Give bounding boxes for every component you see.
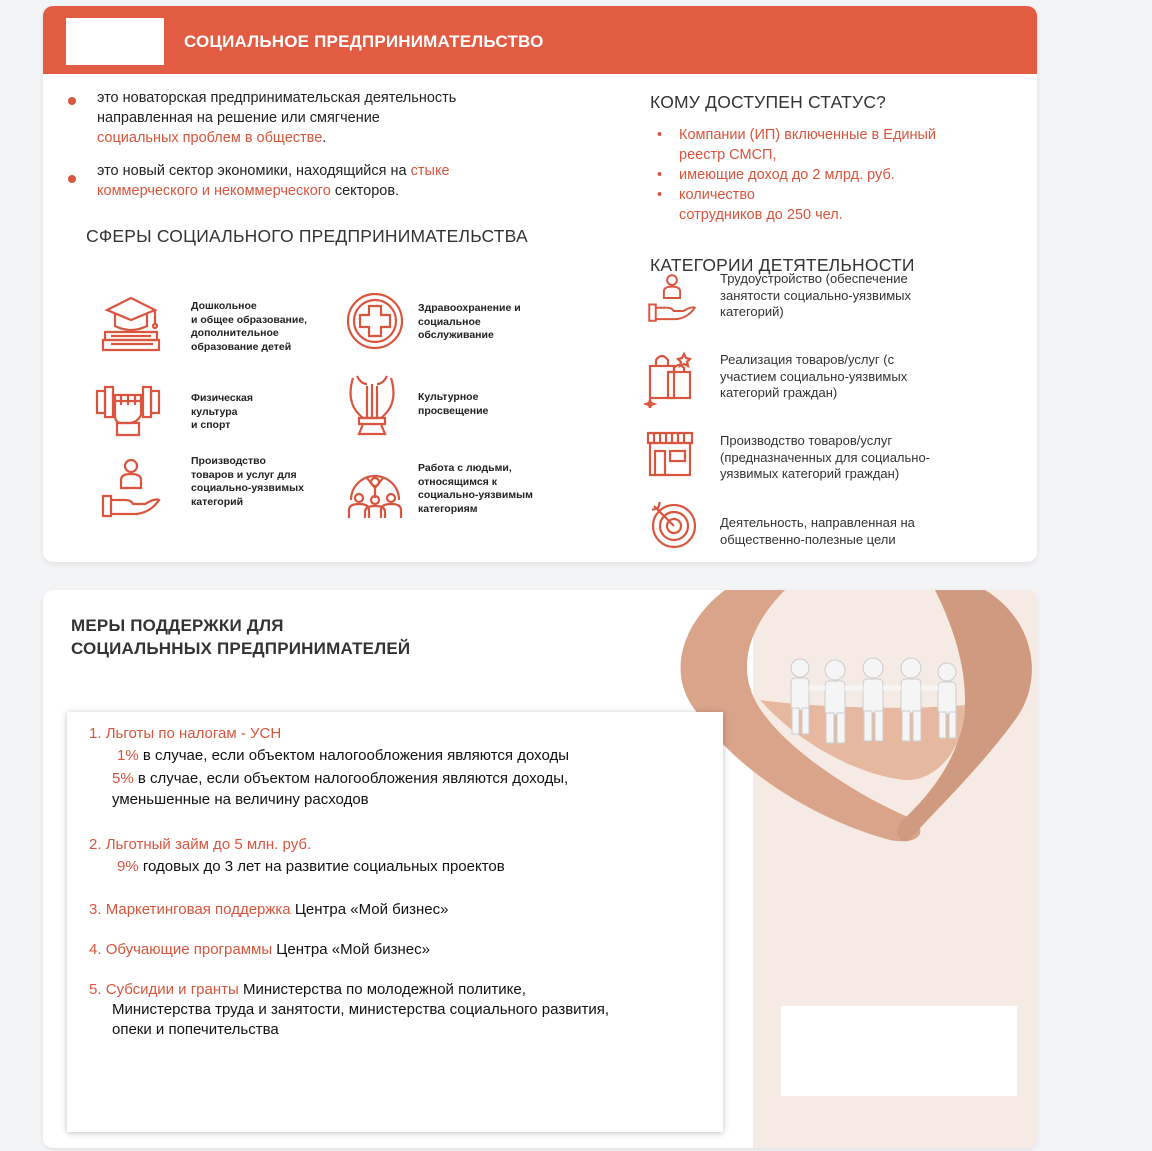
definition-2-highlight: коммерческого и некоммерческого [97, 183, 331, 199]
category-production [720, 433, 930, 483]
definition-1-highlight: социальных проблем в обществе [97, 130, 323, 146]
measure-4 [89, 940, 430, 960]
definition-2-text: секторов. [330, 183, 400, 199]
measure-heading: Субсидии и гранты [105, 981, 239, 998]
sphere-line: Здравоохранение и [418, 302, 521, 314]
sphere-line: категориям [418, 502, 478, 515]
lyre-culture-icon [345, 372, 399, 438]
sphere-line: образование детей [191, 340, 292, 353]
measure-5 [89, 980, 526, 1000]
measure-1-line: уменьшенные на величину расходов [112, 791, 369, 808]
status-title: КОМУ ДОСТУПЕН СТАТУС? [650, 92, 887, 112]
measure-2-title [89, 835, 311, 855]
status-list [657, 125, 936, 225]
measure-number: 1. [89, 725, 102, 742]
health-cross-icon [345, 290, 405, 352]
status-line: Компании (ИП) включенные в Единый [679, 127, 937, 143]
definition-1 [97, 88, 456, 148]
category-line: уязвимых категорий граждан) [720, 466, 900, 481]
measure-text: в случае, если объектом налогообложения являются доходы [138, 747, 570, 764]
education-icon [101, 292, 161, 354]
category-line: категорий граждан) [720, 385, 838, 400]
shopping-bags-icon [644, 350, 696, 408]
measure-text: Министерства по молодежной политике, [238, 981, 526, 998]
social-entrepreneurship-card [43, 6, 1037, 562]
measure-number: 2. [89, 836, 102, 853]
placeholder-box [781, 1006, 1017, 1096]
bullet: • [657, 127, 663, 143]
sphere-line: Работа с людьми, [418, 462, 512, 474]
list-item [657, 185, 936, 205]
status-line: количество [679, 187, 755, 203]
measure-1-title [89, 724, 281, 744]
category-public-benefit [720, 515, 915, 548]
measure-heading: Льготы по налогам - УСН [105, 725, 282, 742]
measure-5-line: опеки и попечительства [112, 1021, 279, 1038]
header-banner [43, 6, 1037, 74]
category-line: Трудоустройство (обеспечение [720, 271, 908, 286]
measure-text: Центра «Мой бизнес» [290, 901, 449, 918]
measure-text: в случае, если объектом налогообложения являются доходы, [133, 770, 569, 787]
sphere-line: Культурное [418, 391, 479, 403]
category-line: Деятельность, направленная на [720, 515, 915, 530]
list-item [657, 125, 936, 145]
category-line: (предназначенных для социально- [720, 449, 931, 465]
sphere-label-culture [418, 391, 488, 418]
measure-2-line [117, 857, 505, 877]
sphere-label-production [191, 455, 304, 509]
sport-fist-icon [95, 381, 161, 439]
sphere-label-education [191, 300, 307, 354]
measure-text: Центра «Мой бизнес» [272, 941, 430, 958]
measure-percent: 9% [117, 858, 139, 875]
category-line: Производство товаров/услуг [720, 433, 893, 448]
definition-1-end: . [322, 130, 327, 146]
category-line: Реализация товаров/услуг (с [720, 352, 895, 367]
sphere-line: Дошкольное [191, 300, 257, 312]
hand-person-icon [101, 456, 161, 520]
measure-number: 5. [89, 981, 102, 998]
sphere-label-sport [191, 392, 253, 433]
sphere-line: относящимся к [418, 475, 497, 488]
categories-title: КАТЕГОРИИ ДЕТЯТЕЛЬНОСТИ [650, 255, 915, 275]
definition-1-line: направленная на решение или смягчение [97, 110, 380, 126]
sphere-line: обслуживание [418, 329, 494, 341]
sphere-label-health [418, 302, 521, 343]
measure-heading: Льготный займ до 5 млн. руб. [105, 836, 312, 853]
category-employment [720, 271, 911, 321]
employment-hand-icon [646, 272, 698, 324]
category-line: участием социально-уязвимых [720, 368, 908, 384]
measure-1-line [117, 746, 569, 766]
definition-2-text: это новый сектор экономики, находящийся на [97, 163, 411, 179]
definition-2 [97, 161, 450, 201]
sphere-line: Производство [191, 455, 266, 467]
sphere-line: и спорт [191, 419, 231, 431]
measure-number: 3. [89, 901, 102, 918]
measures-title [71, 614, 410, 660]
measure-text: годовых до 3 лет на развитие социальных проектов [138, 858, 505, 875]
list-item [657, 145, 936, 165]
sphere-line: культура [191, 405, 238, 418]
measure-heading: Обучающие программы [105, 941, 273, 958]
definition-2-highlight: стыке [410, 163, 450, 179]
sphere-label-people [418, 462, 533, 516]
sphere-line: товаров и услуг для [191, 468, 297, 481]
bullet: • [657, 187, 663, 203]
category-line: занятости социально-уязвимых [720, 287, 911, 303]
category-line: общественно-полезные цели [720, 531, 896, 547]
measures-title-line: МЕРЫ ПОДДЕРЖКИ ДЛЯ [71, 616, 284, 635]
status-line: сотрудников до 250 чел. [679, 207, 843, 223]
people-group-icon [345, 460, 405, 522]
measure-percent: 1% [117, 747, 139, 764]
measure-3 [89, 900, 448, 920]
measures-title-line: СОЦИАЛЬННЫХ ПРЕДПРИНИМАТЕЛЕЙ [71, 639, 411, 658]
logo-placeholder [66, 18, 164, 65]
measure-1-line [112, 769, 568, 789]
bullet: • [657, 167, 663, 183]
measure-percent: 5% [112, 770, 134, 787]
spheres-title: СФЕРЫ СОЦИАЛЬНОГО ПРЕДПРИНИМАТЕЛЬСТВА [86, 226, 528, 246]
measure-5-line: Министерства труда и занятости, министерства социального развития, [112, 1001, 610, 1018]
status-line: реестр СМСП, [679, 147, 777, 163]
category-line: категорий) [720, 304, 784, 319]
sphere-line: социально-уязвимым [418, 489, 533, 501]
measures-list [67, 712, 723, 1132]
measure-number: 4. [89, 941, 102, 958]
category-sales [720, 352, 907, 402]
sphere-line: дополнительное [191, 327, 279, 339]
bullet-dot [68, 175, 76, 183]
sphere-line: просвещение [418, 404, 489, 417]
page-title: СОЦИАЛЬНОЕ ПРЕДПРИНИМАТЕЛЬСТВО [184, 32, 544, 51]
bullet-dot [68, 97, 76, 105]
support-measures-card [43, 590, 1037, 1148]
definition-1-line: это новаторская предпринимательская деятельность [97, 90, 457, 106]
status-line: имеющие доход до 2 млрд. руб. [679, 167, 895, 183]
target-icon [648, 500, 698, 550]
sphere-line: категорий [191, 495, 244, 508]
storefront-icon [646, 431, 694, 477]
sphere-line: социальное [418, 315, 481, 328]
measure-heading: Маркетинговая поддержка [105, 901, 291, 918]
list-item [657, 205, 936, 225]
sphere-line: социально-уязвимых [191, 482, 304, 494]
sphere-line: и общее образование, [191, 313, 308, 326]
list-item [657, 165, 936, 185]
sphere-line: Физическая [191, 392, 253, 404]
